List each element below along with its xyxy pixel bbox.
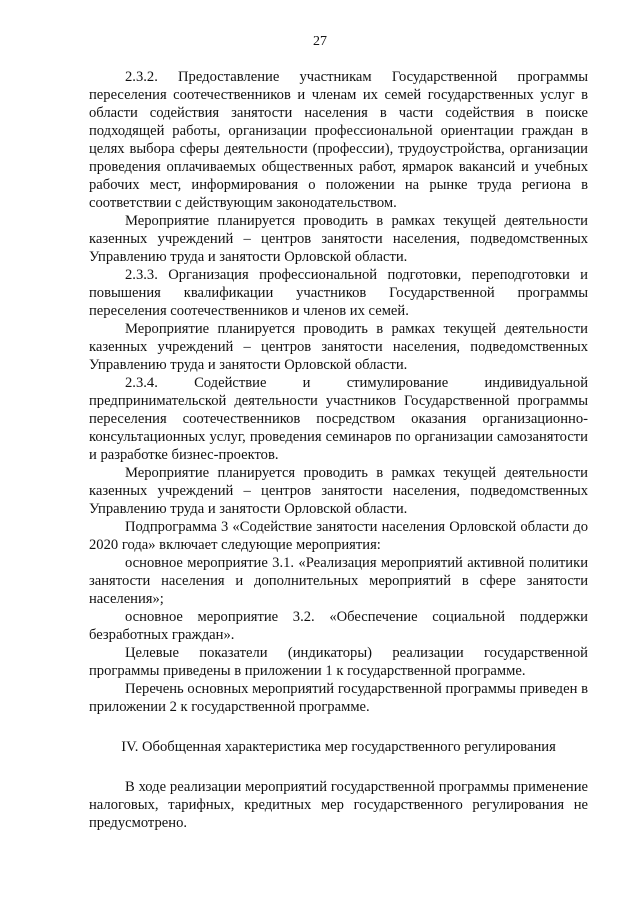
paragraph-target-indicators: Целевые показатели (индикаторы) реализации государственной программы приведены в приложении 1 к государственной программе. bbox=[89, 645, 588, 679]
section-heading: IV. Обобщенная характеристика мер государственного регулирования bbox=[121, 739, 556, 755]
paragraph-activity-note: Мероприятие планируется проводить в рамках текущей деятельности казенных учреждений – центров занятости населения, подведомственных Управлению труда и занятости Орловской области. bbox=[89, 321, 588, 373]
paragraph-main-measures-list: Перечень основных мероприятий государственной программы приведен в приложении 2 к государственной программе. bbox=[89, 681, 588, 715]
paragraph-measure-3-1: основное мероприятие 3.1. «Реализация мероприятий активной политики занятости населения и дополнительных мероприятий в сфере занятости населения»; bbox=[89, 555, 588, 607]
paragraph-measure-3-2: основное мероприятие 3.2. «Обеспечение социальной поддержки безработных граждан». bbox=[89, 609, 588, 643]
paragraph-2-3-4: 2.3.4. Содействие и стимулирование индивидуальной предпринимательской деятельности участников Государственной программы переселения соотечественников посредством оказания организационно-консультационных услуг, проведения семинаров по организации самозанятости и разработке бизнес-проектов. bbox=[89, 375, 588, 463]
paragraph-regulation: В ходе реализации мероприятий государственной программы применение налоговых, тарифных, кредитных мер государственного регулирования не предусмотрено. bbox=[89, 779, 588, 831]
paragraph-activity-note: Мероприятие планируется проводить в рамках текущей деятельности казенных учреждений – центров занятости населения, подведомственных Управлению труда и занятости Орловской области. bbox=[89, 213, 588, 265]
page-number: 27 bbox=[313, 34, 327, 49]
paragraph-2-3-3: 2.3.3. Организация профессиональной подготовки, переподготовки и повышения квалификации участников Государственной программы переселения соотечественников и членов их семей. bbox=[89, 267, 588, 319]
paragraph-2-3-2: 2.3.2. Предоставление участникам Государственной программы переселения соотечественников и членам их семей государственных услуг в области содействия занятости населения в части содействия в поиске подходящей работы, организации профессиональной ориентации граждан в целях выбора сферы деятельности (профессии), трудоустройства, организации проведения оплачиваемых общественных работ, ярмарок вакансий и учебных рабочих мест, информирования о положении на рынке труда региона в соответствии с действующим законодательством. bbox=[89, 69, 588, 211]
paragraph-activity-note: Мероприятие планируется проводить в рамках текущей деятельности казенных учреждений – центров занятости населения, подведомственных Управлению труда и занятости Орловской области. bbox=[89, 465, 588, 517]
paragraph-subprogram-3: Подпрограмма 3 «Содействие занятости населения Орловской области до 2020 года» включает следующие мероприятия: bbox=[89, 519, 588, 553]
document-body bbox=[89, 68, 588, 832]
